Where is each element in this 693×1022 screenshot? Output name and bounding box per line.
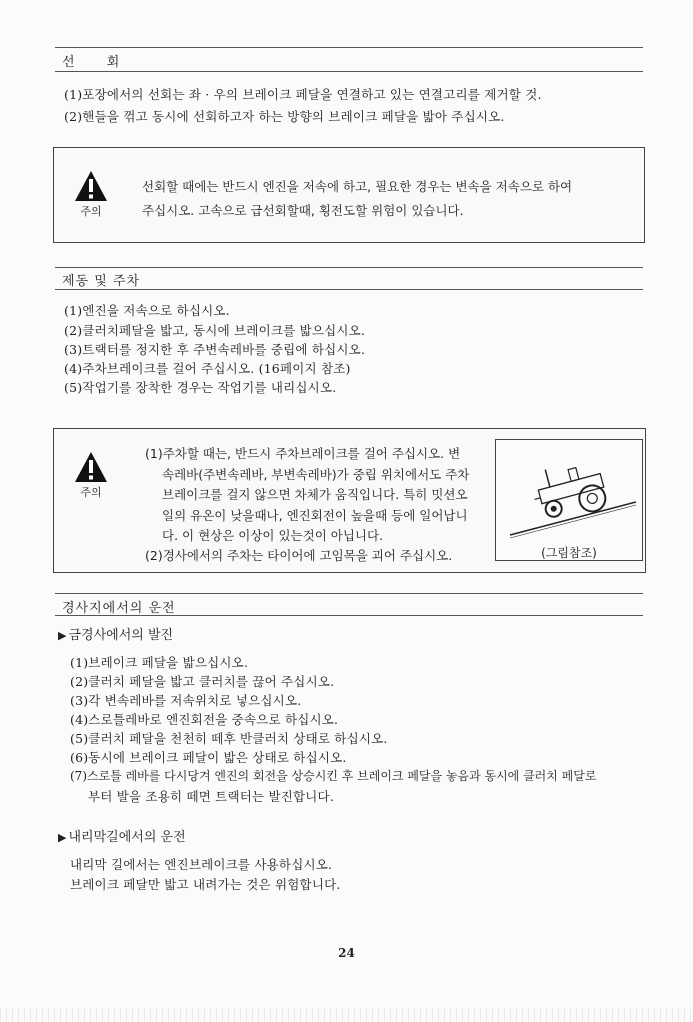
section-top-rule	[55, 47, 643, 48]
list-item: (3)각 변속레바를 저속위치로 넣으십시오.	[70, 693, 302, 708]
list-item: (2)핸들을 꺾고 동시에 선회하고자 하는 방향의 브레이크 페달을 밟아 주십시오.	[64, 109, 505, 124]
list-item: (5)클러치 페달을 천천히 떼후 반클러치 상태로 하십시오.	[70, 731, 388, 746]
figure-caption: (그림참조)	[541, 546, 597, 560]
caution-text-line: 다. 이 현상은 이상이 있는것이 아닙니다.	[162, 528, 384, 543]
section-top-rule	[55, 593, 643, 594]
subsection-downhill-driving	[58, 826, 186, 845]
caution-text-line: 브레이크를 걸지 않으면 차체가 움직입니다. 특히 밋션오	[162, 487, 468, 502]
caution-block	[71, 170, 111, 219]
caution-block	[71, 451, 111, 500]
paragraph-line: 내리막 길에서는 엔진브레이크를 사용하십시오.	[70, 857, 333, 872]
list-item: (4)스로틀레바로 엔진회전을 중속으로 하십시오.	[70, 712, 339, 727]
right-triangle-icon: ▶	[58, 629, 67, 642]
list-item: (1)포장에서의 선회는 좌 · 우의 브레이크 페달을 연결하고 있는 연결고리를 제거할 것.	[64, 87, 542, 102]
tractor-slope-figure	[495, 439, 643, 561]
section-bottom-rule	[55, 289, 643, 290]
caution-text-line: 선회할 때에는 반드시 엔진을 저속에 하고, 필요한 경우는 변속을 저속으로 하여	[142, 179, 573, 194]
caution-label: 주의	[80, 205, 102, 218]
subsection-steep-slope-start	[58, 624, 173, 643]
list-item: (1)브레이크 페달을 밟으십시오.	[70, 655, 249, 670]
section-bottom-rule	[55, 615, 643, 616]
caution-text-line: 주십시오. 고속으로 급선회할때, 횡전도할 위험이 있습니다.	[142, 203, 464, 218]
list-item: (2)클러치페달을 밟고, 동시에 브레이크를 밟으십시오.	[64, 323, 366, 338]
section-title-slope-driving: 경사지에서의 운전	[62, 601, 176, 616]
list-item-continuation: 부터 발을 조용히 떼면 트랙터는 발진합니다.	[88, 789, 334, 804]
caution-label: 주의	[80, 486, 102, 499]
right-triangle-icon: ▶	[58, 831, 67, 844]
section-title-braking-parking: 제동 및 주차	[62, 274, 141, 289]
caution-text-line: 일의 유온이 낮을때나, 엔진회전이 높을때 등에 일어납니	[162, 508, 468, 523]
section-bottom-rule	[55, 71, 643, 72]
scan-edge-strip	[0, 1008, 693, 1022]
caution-box-turning	[53, 147, 645, 243]
list-item: (6)동시에 브레이크 페달이 밟은 상태로 하십시오.	[70, 750, 347, 765]
section-title-turning: 선 회	[62, 55, 134, 70]
list-item: (1)엔진을 저속으로 하십시오.	[64, 303, 230, 318]
tractor-on-slope-illustration	[496, 440, 642, 540]
warning-triangle-icon	[74, 170, 108, 202]
warning-triangle-icon	[74, 451, 108, 483]
caution-text-line: (2)경사에서의 주차는 타이어에 고임목을 괴어 주십시오.	[145, 548, 453, 563]
subsection-title: 내리막길에서의 운전	[68, 830, 186, 845]
page-number: 24	[338, 946, 355, 960]
paragraph-line: 브레이크 페달만 밟고 내려가는 것은 위험합니다.	[70, 877, 341, 892]
caution-text-line: 속레바(주변속레바, 부변속레바)가 중립 위치에서도 주차	[162, 467, 470, 482]
section-top-rule	[55, 267, 643, 268]
list-item: (2)클러치 페달을 밟고 클러치를 끊어 주십시오.	[70, 674, 335, 689]
list-item: (7)스로틀 레바를 다시당겨 엔진의 회전을 상승시킨 후 브레이크 페달을 놓음과 동시에 클러치 페달로	[70, 769, 597, 783]
list-item: (4)주차브레이크를 걸어 주십시오. (16페이지 참조)	[64, 361, 351, 376]
list-item: (5)작업기를 장착한 경우는 작업기를 내리십시오.	[64, 380, 337, 395]
caution-text-line: (1)주차할 때는, 반드시 주차브레이크를 걸어 주십시오. 변	[145, 446, 461, 461]
list-item: (3)트랙터를 정지한 후 주변속레바를 중립에 하십시오.	[64, 342, 366, 357]
caution-box-parking	[53, 428, 646, 573]
subsection-title: 금경사에서의 발진	[68, 628, 174, 643]
